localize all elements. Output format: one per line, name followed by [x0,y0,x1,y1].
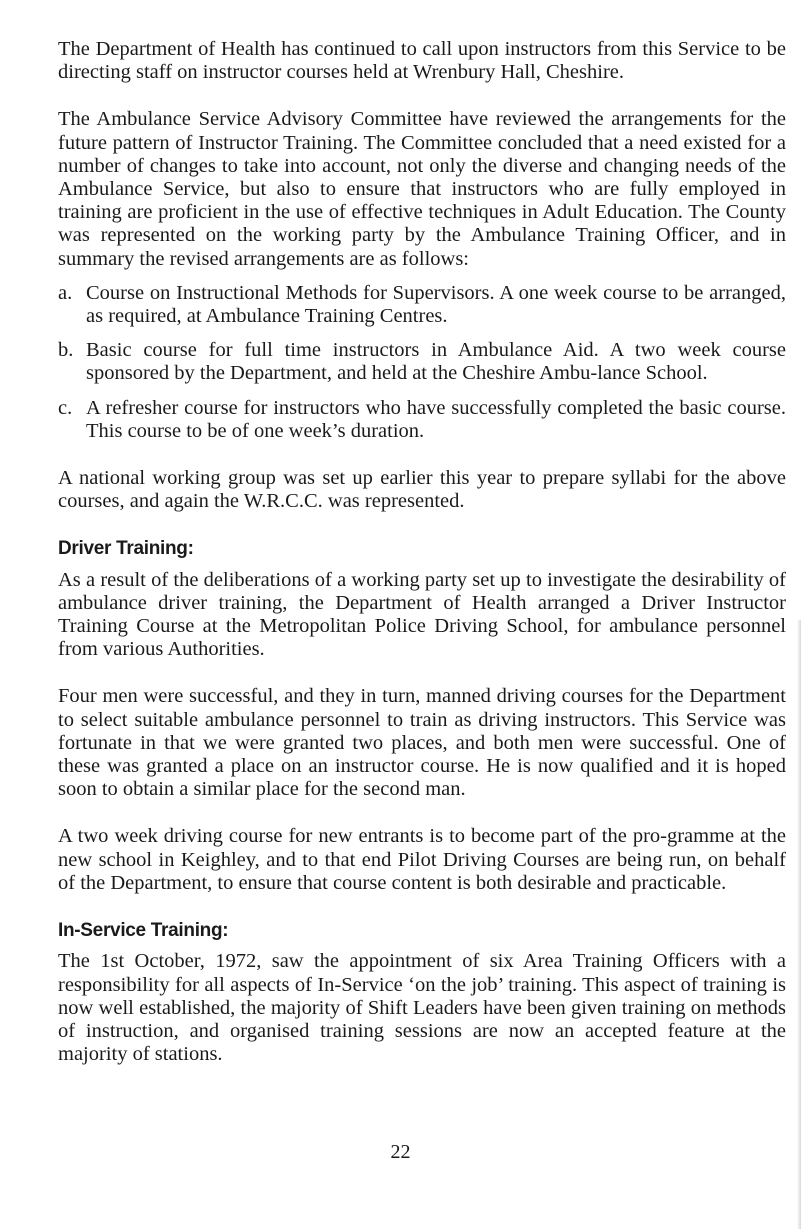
driver-training-paragraph: Four men were successful, and they in turn, manned driving courses for the Department to select suitable ambulance personnel to train as driving instructors. This Service was fortunate in that we were granted two places, and both men were successful. One of these was granted a place on an instructor course. He is now qualified and it is hoped soon to obtain a similar place for the second man. [58,685,786,801]
in-service-training-heading: In-Service Training: [58,920,229,942]
working-group-paragraph: A national working group was set up earlier this year to prepare syllabi for the above courses, and again the W.R.C.C. was represented. [58,467,786,513]
intro-paragraph: The Department of Health has continued to call upon instructors from this Service to be directing staff on instructor courses held at Wrenbury Hall, Cheshire. [58,38,786,84]
list-item-label: b. [58,339,74,362]
list-item [58,282,786,328]
in-service-training-paragraph: The 1st October, 1972, saw the appointment of six Area Training Officers with a responsibility for all aspects of In-Service ‘on the job’ training. This aspect of training is now well established, the majority of Shift Leaders have been given training on methods of instruction, and organised training sessions are now an accepted feature at the majority of stations. [58,950,786,1066]
list-item-text: Basic course for full time instructors in Ambulance Aid. A two week course sponsored by the Department, and held at the Cheshire Ambu-lance School. [86,339,786,385]
page-edge-shadow [797,620,801,1229]
list-item-text: Course on Instructional Methods for Supervisors. A one week course to be arranged, as required, at Ambulance Training Centres. [86,281,786,328]
page-number: 22 [390,1141,411,1163]
arrangements-list [58,282,786,443]
document-page [58,38,786,1090]
driver-training-heading: Driver Training: [58,538,194,560]
list-item [58,397,786,443]
list-item-label: c. [58,396,73,419]
list-item-text: A refresher course for instructors who have successfully completed the basic course. This course to be of one week’s duration. [86,396,786,442]
driver-training-paragraph: As a result of the deliberations of a working party set up to investigate the desirability of ambulance driver training, the Department of Health arranged a Driver Instructor Training Course at the Metropolitan Police Driving School, for ambulance personnel from various Authorities. [58,568,786,661]
list-item [58,339,786,385]
advisory-committee-paragraph: The Ambulance Service Advisory Committee have reviewed the arrangements for the future pattern of Instructor Training. The Committee concluded that a need existed for a number of changes to take into account, not only the diverse and changing needs of the Ambulance Service, but also to ensure that instructors who are fully employed in training are proficient in the use of effective techniques in Adult Education. The County was represented on the working party by the Ambulance Training Officer, and in summary the revised arrangements are as follows: [58,108,786,270]
driver-training-paragraph: A two week driving course for new entrants is to become part of the pro-gramme at the new school in Keighley, and to that end Pilot Driving Courses are being run, on behalf of the Department, to ensure that course content is both desirable and practicable. [58,825,786,894]
in-service-training-section [58,919,786,1066]
list-item-label: a. [58,281,73,304]
driver-training-section [58,537,786,895]
